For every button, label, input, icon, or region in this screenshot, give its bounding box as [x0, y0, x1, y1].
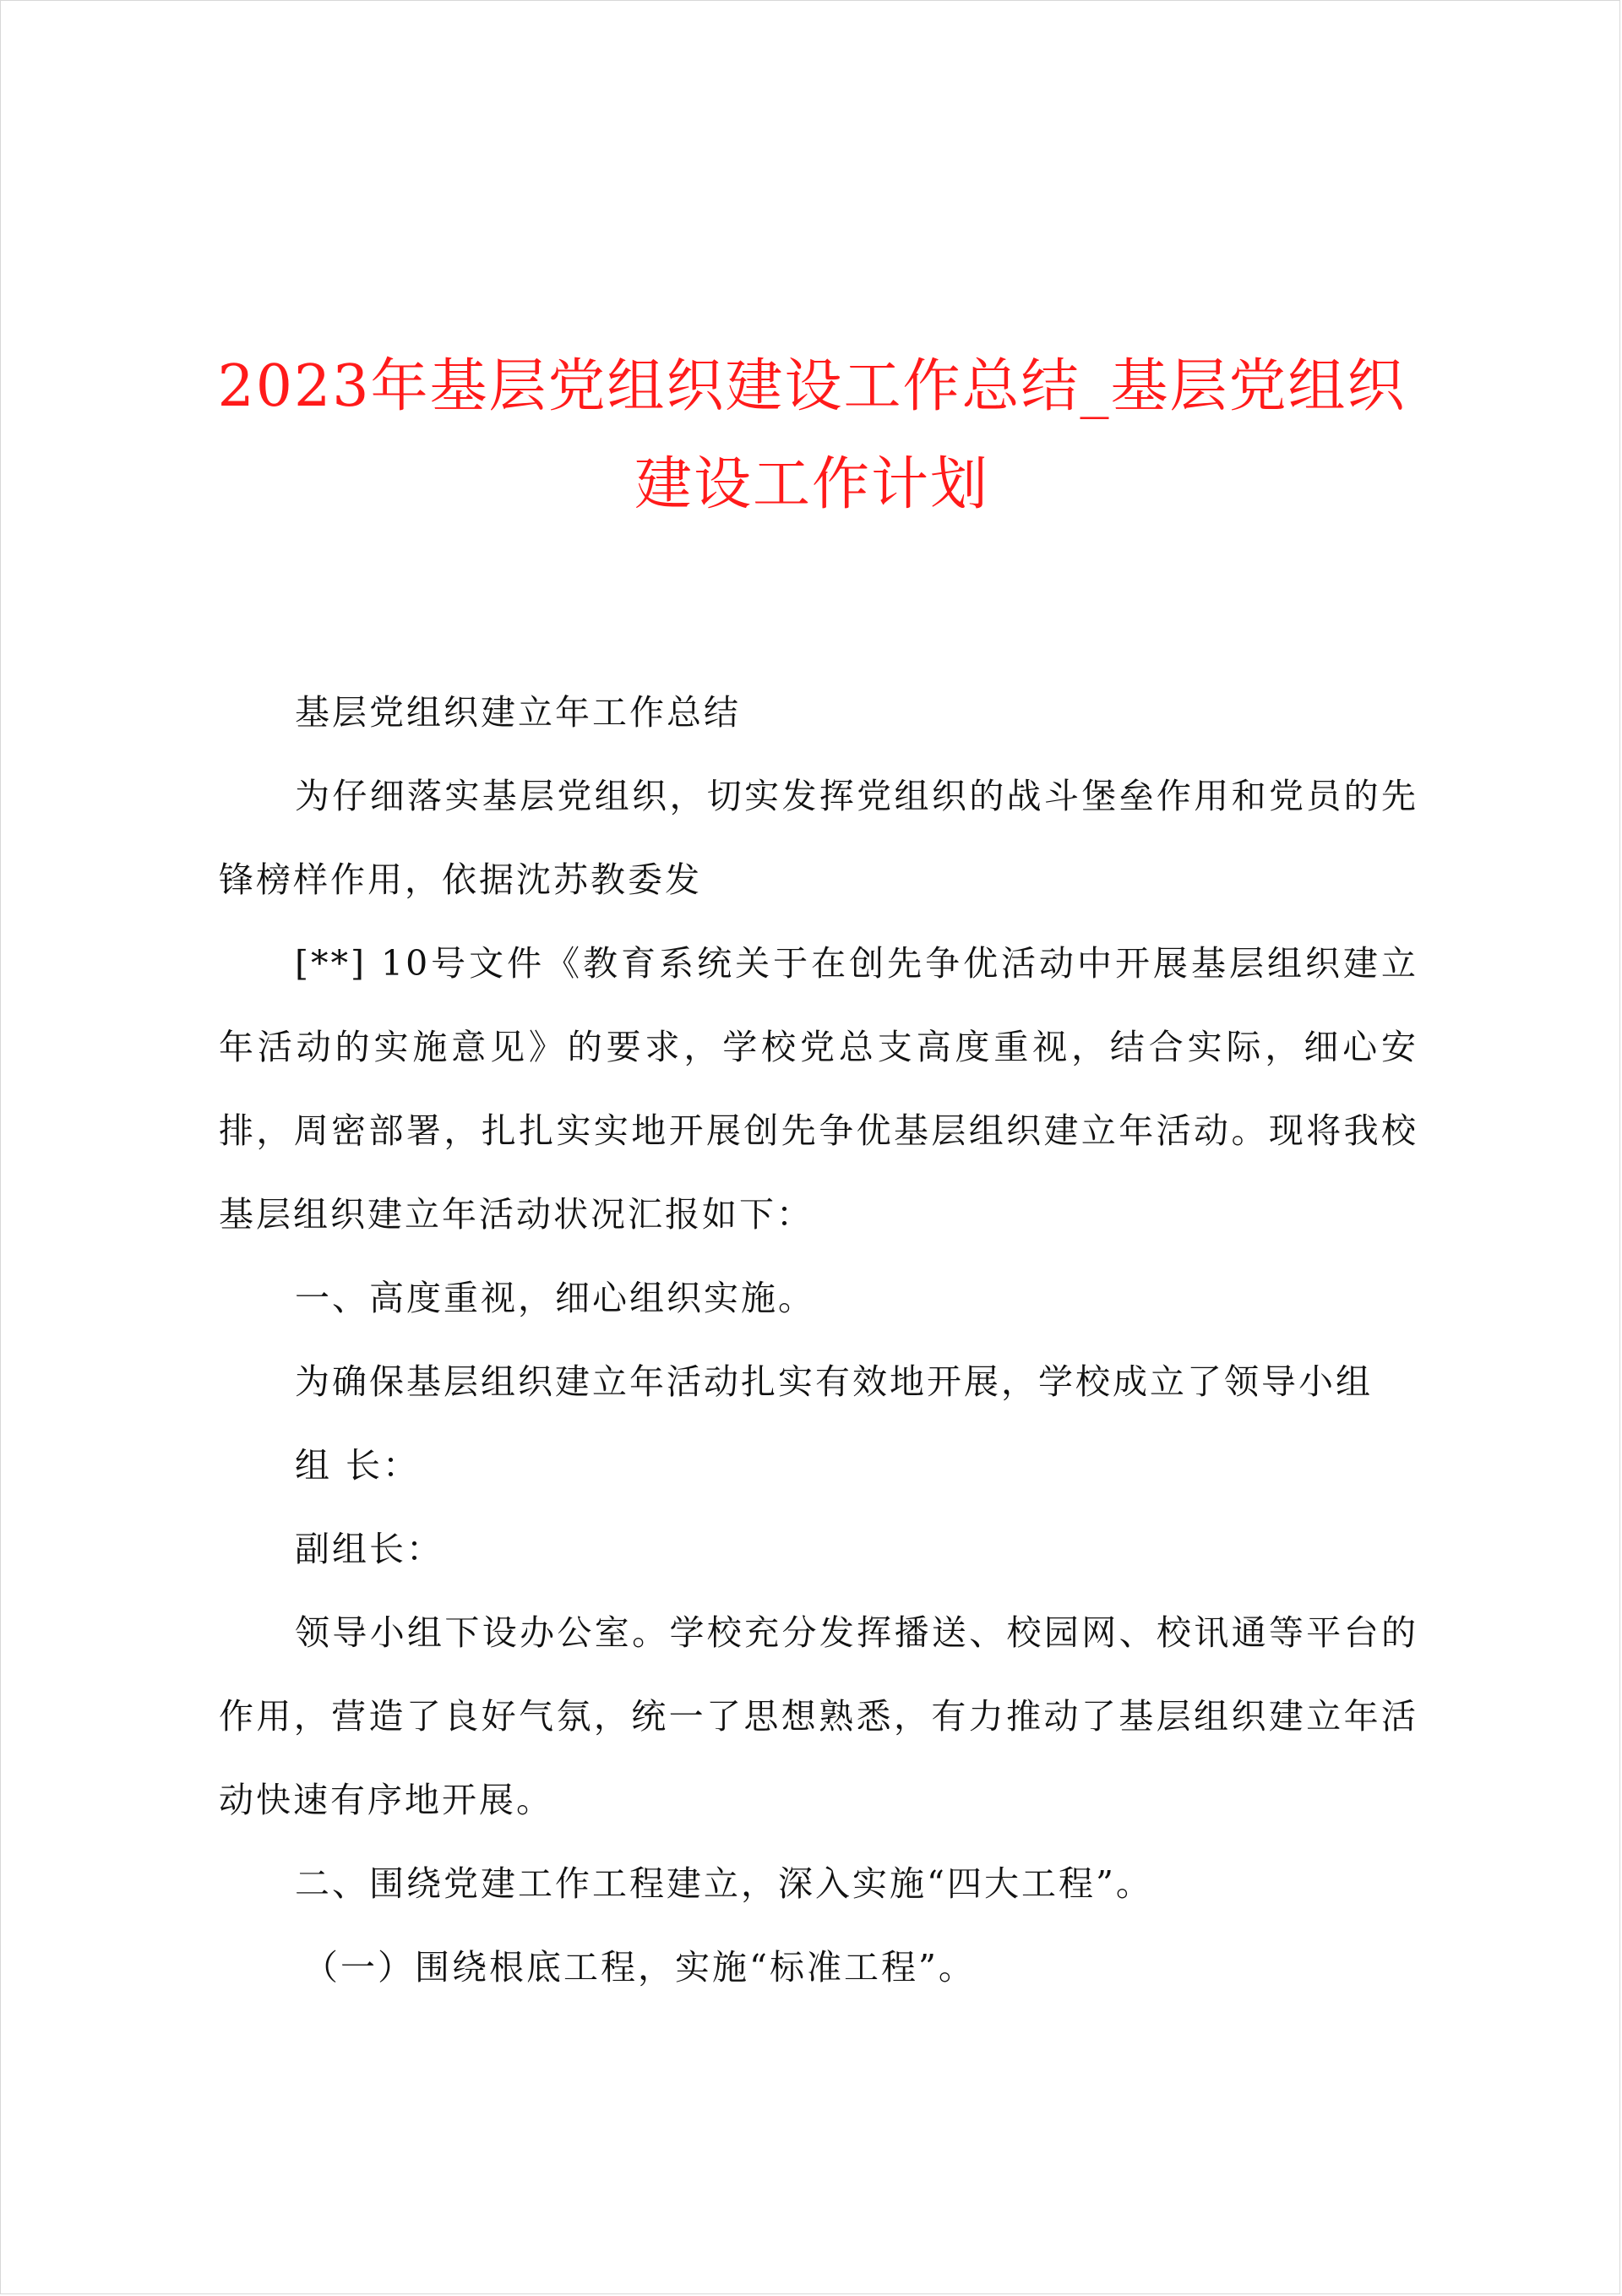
paragraph-3: [**] 10号文件《教育系统关于在创先争优活动中开展基层组织建立年活动的实施意见》的要求，学校党总支高度重视，结合实际，细心安排，周密部署，扎扎实实地开展创先争优基层组织建立年活动。现将我校基层组织建立年活动状况汇报如下：	[219, 943, 1418, 1235]
paragraph-9: 二、围绕党建工作工程建立，深入实施“四大工程”。	[295, 1863, 1153, 1904]
document-title-line-2: 建设工作计划	[634, 451, 989, 518]
paragraph-6: 组 长：	[295, 1445, 421, 1486]
paragraph-10: （一）围绕根底工程，实施“标准工程”。	[303, 1947, 976, 1988]
paragraph-1: 基层党组织建立年工作总结	[295, 692, 741, 733]
paragraph-7: 副组长：	[295, 1529, 444, 1569]
paragraph-2: 为仔细落实基层党组织，切实发挥党组织的战斗堡垒作用和党员的先锋榜样作用，依据沈苏教委发	[219, 776, 1418, 900]
document-title-line-1: 2023年基层党组织建设工作总结_基层党组织	[217, 353, 1407, 420]
paragraph-5: 为确保基层组织建立年活动扎实有效地开展，学校成立了领导小组	[295, 1361, 1373, 1402]
paragraph-8: 领导小组下设办公室。学校充分发挥播送、校园网、校讯通等平台的作用，营造了良好气氛，统一了思想熟悉，有力推动了基层组织建立年活动快速有序地开展。	[219, 1612, 1418, 1820]
paragraph-4: 一、高度重视，细心组织实施。	[295, 1278, 815, 1318]
